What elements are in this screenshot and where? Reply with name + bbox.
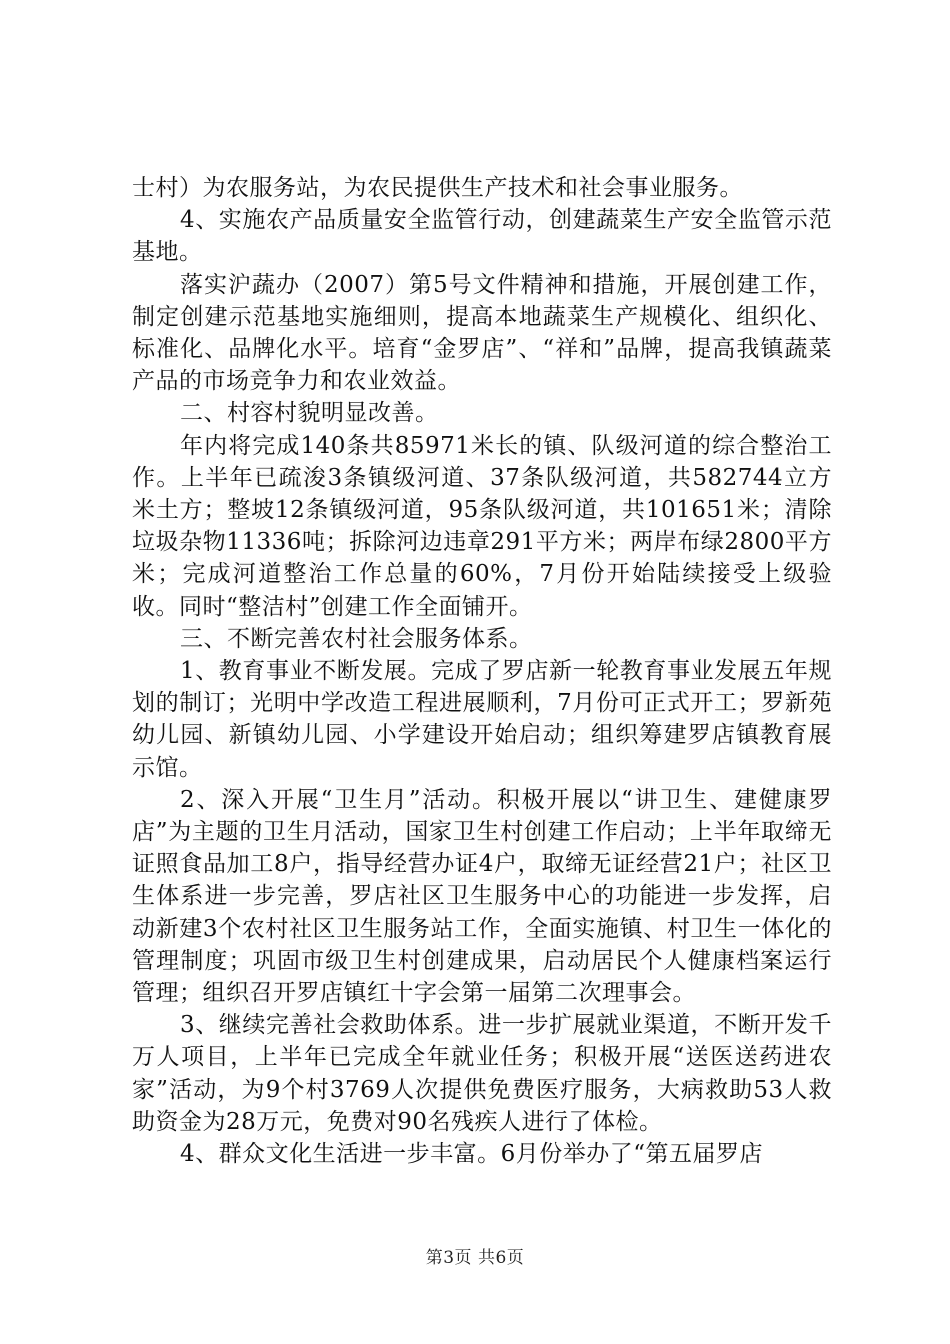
paragraph: 士村）为农服务站，为农民提供生产技术和社会事业服务。 — [132, 175, 743, 201]
paragraph: 4、实施农产品质量安全监管行动，创建蔬菜生产安全监管示范基地。 — [132, 207, 832, 266]
paragraph: 落实沪蔬办（2007）第5号文件精神和措施，开展创建工作，制定创建示范基地实施细则，提高本地蔬菜生产规模化、组织化、标准化、品牌化水平。培育“金罗店”、“祥和”品牌，提高我镇蔬菜产品的市场竞争力和农业效益。 — [132, 271, 832, 395]
document-body — [132, 172, 832, 1170]
paragraph: 4、群众文化生活进一步丰富。6月份举办了“第五届罗店 — [180, 1141, 764, 1168]
paragraph: 2、深入开展“卫生月”活动。积极开展以“讲卫生、建健康罗店”为主题的卫生月活动，国家卫生村创建工作启动；上半年取缔无证照食品加工8户，指导经营办证4户，取缔无证经营21户；社区卫生体系进一步完善，罗店社区卫生服务中心的功能进一步发挥，启动新建3个农村社区卫生服务站工作，全面实施镇、村卫生一体化的管理制度；巩固市级卫生村创建成果，启动居民个人健康档案运行管理；组织召开罗店镇红十字会第一届第二次理事会。 — [132, 786, 832, 1007]
paragraph: 年内将完成140条共85971米长的镇、队级河道的综合整治工作。上半年已疏浚3条镇级河道、37条队级河道，共582744立方米土方；整坡12条镇级河道，95条队级河道，共101651米；清除垃圾杂物11336吨；拆除河边违章291平方米；两岸布绿2800平方米；完成河道整治工作总量的60%，7月份开始陆续接受上级验收。同时“整洁村”创建工作全面铺开。 — [132, 432, 832, 620]
page-number-footer: 第3页 共6页 — [425, 1248, 525, 1268]
paragraph: 1、教育事业不断发展。完成了罗店新一轮教育事业发展五年规划的制订；光明中学改造工程进展顺利，7月份可正式开工；罗新苑幼儿园、新镇幼儿园、小学建设开始启动；组织筹建罗店镇教育展示馆。 — [132, 658, 832, 781]
section-heading: 三、不断完善农村社会服务体系。 — [180, 625, 533, 652]
section-heading: 二、村容村貌明显改善。 — [180, 400, 439, 427]
paragraph: 3、继续完善社会救助体系。进一步扩展就业渠道，不断开发千万人项目，上半年已完成全年就业任务；积极开展“送医送药进农家”活动，为9个村3769人次提供免费医疗服务，大病救助53人救助资金为28万元，免费对90名残疾人进行了体检。 — [132, 1012, 832, 1135]
